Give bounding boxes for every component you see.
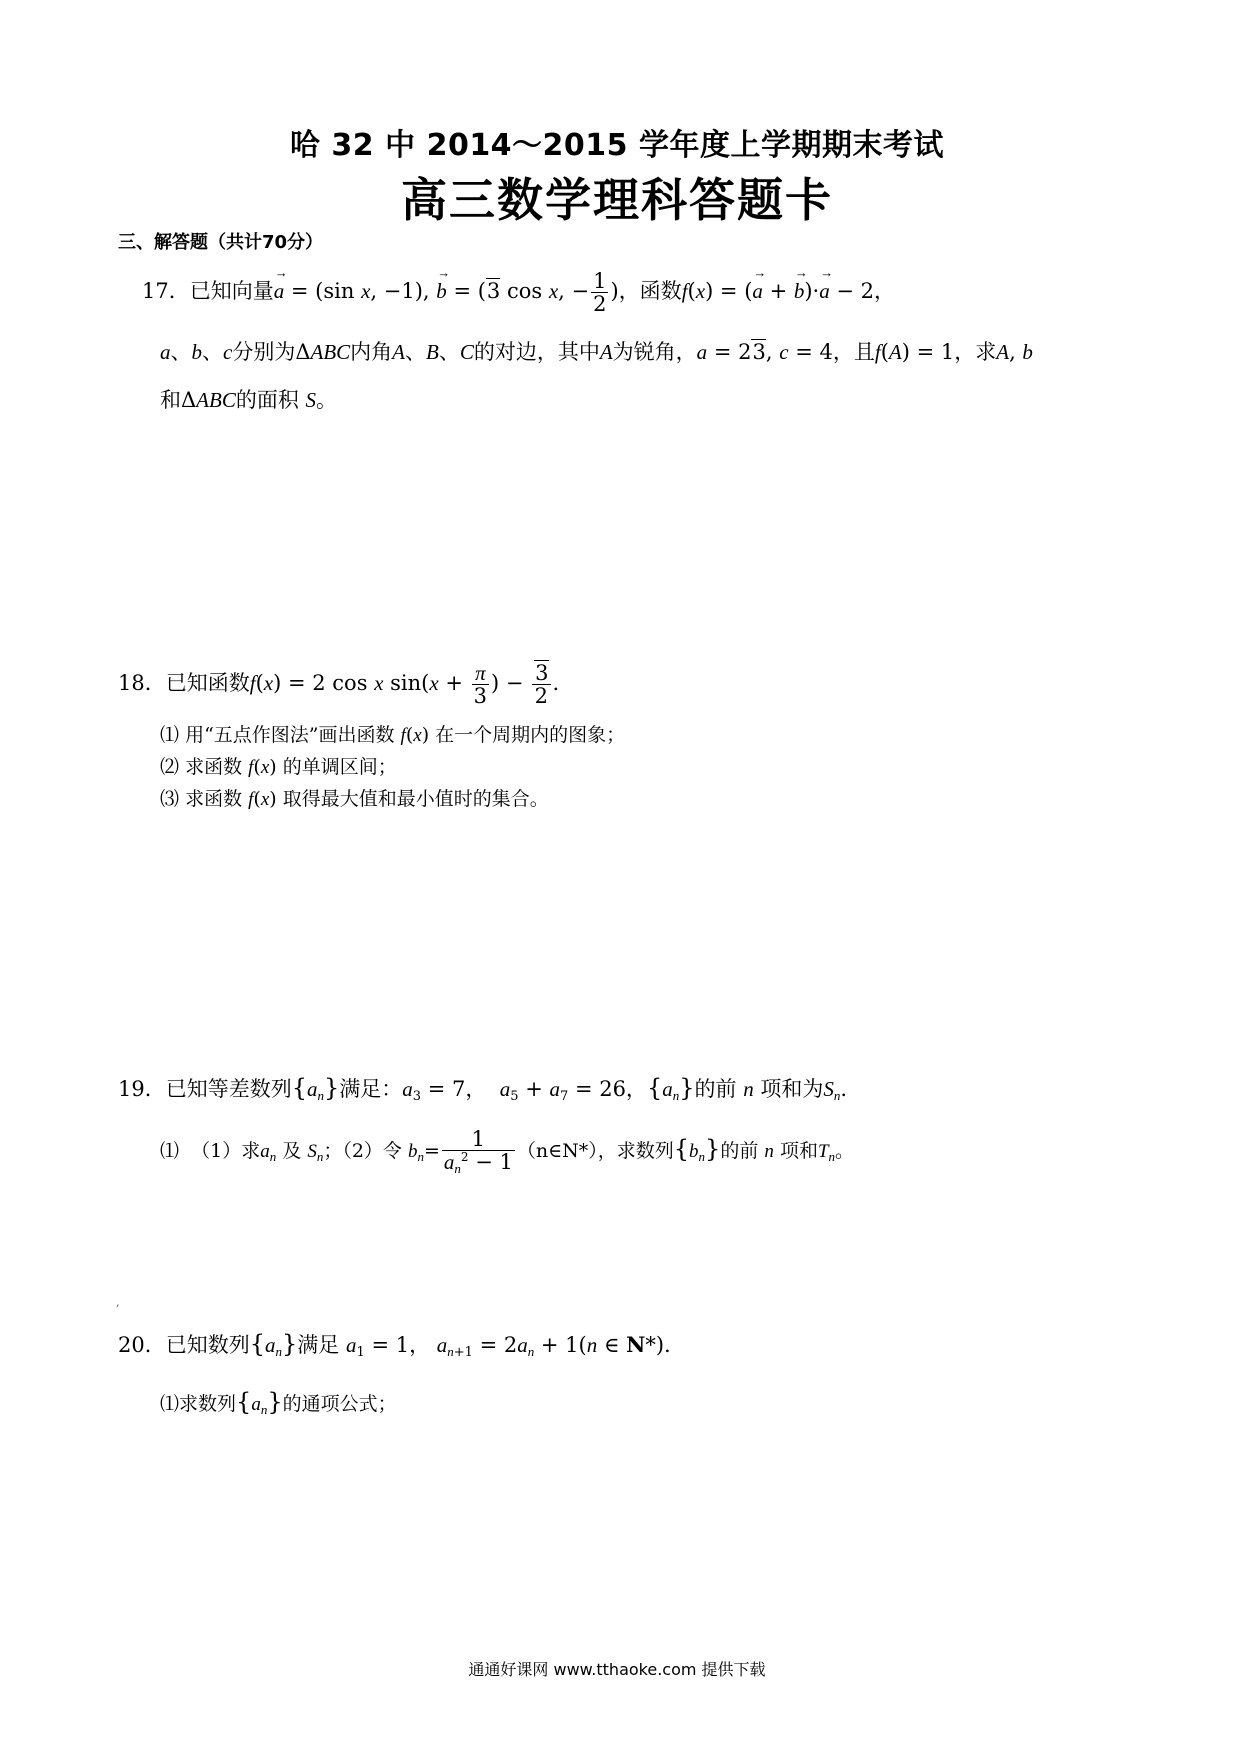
- q17-text: 和: [160, 388, 181, 412]
- q18-text: 的单调区间；: [282, 756, 397, 778]
- stray-mark: ,: [116, 1296, 120, 1309]
- q17-text: 的面积: [235, 388, 299, 412]
- question-number: 19．: [118, 1077, 166, 1101]
- math-fraction: $\frac{1}{a_n^2 - 1}$: [443, 1127, 513, 1177]
- part-label: ⑵: [160, 756, 180, 778]
- question-number: 20．: [118, 1333, 166, 1357]
- question-19-line-1: 19．已知等差数列$\{a_n\}$满足：$a_3 = 7$， $a_5 + a_7 = 26$，$\{a_n\}$的前 n 项和为$S_n$.: [118, 1074, 848, 1104]
- question-18-part-1: ⑴ 用“五点作图法”画出函数 f(x) 在一个周期内的图象；: [160, 724, 626, 746]
- q20-text: 的通项公式；: [282, 1393, 397, 1415]
- q18-text: 求函数: [185, 788, 243, 810]
- q20-text: 已知数列: [165, 1333, 250, 1357]
- q17-text: 。: [316, 388, 338, 412]
- question-20-line-1: 20．已知数列$\{a_n\}$满足 $a_1 = 1$， $a_{n+1} = 2a_n + 1(n$ ∈ N*).: [118, 1330, 671, 1360]
- q18-text: 求函数: [185, 756, 243, 778]
- math-fraction: $\frac{1}{2}$: [593, 269, 607, 317]
- footer-credit: 通通好课网 www.tthaoke.com 提供下载: [468, 1660, 766, 1679]
- q19-text: 项和为: [760, 1077, 824, 1101]
- q19-text: 。: [835, 1139, 855, 1162]
- card-title: 高三数学理科答题卡: [401, 173, 833, 227]
- q17-text: 为锐角，: [612, 340, 697, 364]
- section-heading: 三、解答题（共计70分）: [118, 232, 324, 253]
- math-vector-b: → b: [436, 279, 447, 304]
- q19-text: ；（2）令: [323, 1139, 402, 1162]
- q17-text: ，函数: [618, 279, 682, 304]
- q18-text: 取得最大值和最小值时的集合。: [282, 788, 549, 810]
- q19-text: 满足：: [339, 1077, 403, 1101]
- question-17-line-3: 和ΔABC的面积 S。: [160, 388, 338, 412]
- q17-text: 分别为: [232, 340, 296, 364]
- q19-text: 的前: [720, 1139, 759, 1162]
- q20-text: 满足: [297, 1333, 340, 1357]
- math-fraction: $\frac{\pi}{3}$: [473, 661, 488, 709]
- question-19-part-1: ⑴ （1）求$a_n$ 及 $S_n$；（2）令 $b_n=$ $\frac{1}{a_n^2 - 1}$ （n∈N*），求数列$\{b_n\}$的前 n 项和$T_n$。: [160, 1127, 855, 1177]
- q17-text: ，且: [832, 340, 875, 364]
- question-18-part-2: ⑵ 求函数 f(x) 的单调区间；: [160, 756, 397, 778]
- q20-text: 求数列: [179, 1393, 237, 1415]
- q19-text: （1）求: [191, 1139, 261, 1162]
- part-label: ⑴: [160, 1139, 180, 1162]
- question-20-part-1: ⑴求数列$\{a_n\}$的通项公式；: [160, 1388, 397, 1417]
- q19-text: 及: [282, 1139, 302, 1162]
- q17-text: 的对边，其中: [473, 340, 600, 364]
- question-17-line-2: a、b、c分别为ΔABC内角A、B、C的对边，其中A为锐角，a = 23, c = 4，且f(A) = 1，求A, b: [160, 340, 1033, 364]
- q19-text: 的前: [694, 1077, 737, 1101]
- q18-text: 用“五点作图法”画出函数: [185, 724, 395, 746]
- math-fraction: $\frac{3}{2}$: [532, 662, 550, 707]
- q17-text: 内角: [350, 340, 393, 364]
- q19-text: 项和: [779, 1139, 818, 1162]
- q17-text: ，求: [954, 340, 997, 364]
- question-18-part-3: ⑶ 求函数 f(x) 取得最大值和最小值时的集合。: [160, 788, 549, 810]
- part-label: ⑴: [160, 724, 180, 746]
- exam-title: 哈 32 中 2014～2015 学年度上学期期末考试: [289, 128, 945, 163]
- q19-text: （n∈N*），求数列: [516, 1139, 674, 1162]
- question-17-line-1: 17．已知向量→ a = (sin x, −1), → b = (3 cos x, − $\frac{1}{2}$ )，函数f(x) = (→ a + → b)·→ a − 2，: [142, 270, 895, 315]
- math-vector-a: → a: [274, 279, 285, 304]
- q17-text: 已知向量: [189, 279, 274, 304]
- q18-text: 在一个周期内的图象；: [435, 724, 626, 746]
- question-number: 17．: [142, 279, 190, 304]
- part-label: ⑴: [160, 1393, 180, 1415]
- q19-text: 已知等差数列: [165, 1077, 292, 1101]
- q18-text: 已知函数: [165, 671, 250, 696]
- question-number: 18．: [118, 671, 166, 696]
- part-label: ⑶: [160, 788, 180, 810]
- question-18-line-1: 18．已知函数f(x) = 2 cos x sin(x + $\frac{\pi}{3}$ ) − $\frac{3}{2}$ .: [118, 661, 560, 709]
